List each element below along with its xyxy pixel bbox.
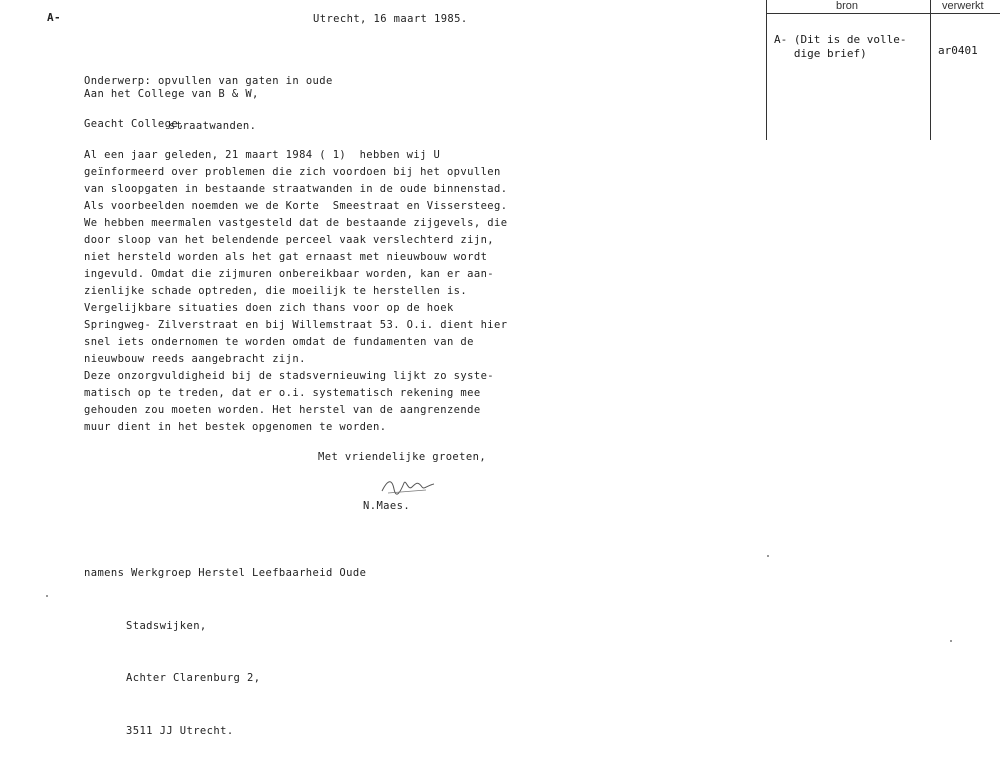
column-header-bron: bron bbox=[836, 0, 859, 12]
body-line: muur dient in het bestek opgenomen te worden. bbox=[84, 421, 387, 433]
body-line: niet hersteld worden als het gat ernaast met nieuwbouw wordt bbox=[84, 251, 488, 263]
body-line: Deze onzorgvuldigheid bij de stadsvernieuwing lijkt zo syste- bbox=[84, 370, 495, 382]
signature-icon bbox=[378, 475, 438, 497]
body-line: van sloopgaten in bestaande straatwanden in de oude binnenstad. bbox=[84, 183, 508, 195]
subject-label: Onderwerp: bbox=[84, 75, 152, 87]
scan-speck bbox=[950, 640, 952, 642]
column-header-verwerkt: verwerkt bbox=[942, 0, 984, 12]
addressee: Aan het College van B & W, bbox=[84, 88, 259, 100]
sender-line-4: 3511 JJ Utrecht. bbox=[126, 724, 234, 737]
body-line: nieuwbouw reeds aangebracht zijn. bbox=[84, 353, 306, 365]
subject-line-2: straatwanden. bbox=[169, 120, 257, 132]
body-line: Springweg- Zilverstraat en bij Willemstraat 53. O.i. dient hier bbox=[84, 319, 508, 331]
scan-speck bbox=[767, 555, 769, 557]
table-header-rule bbox=[766, 13, 1000, 14]
body-line: door sloop van het belendende perceel vaak verslechterd zijn, bbox=[84, 234, 495, 246]
body-line: matisch op te treden, dat er o.i. systematisch rekening mee bbox=[84, 387, 481, 399]
body-line: ingevuld. Omdat die zijmuren onbereikbaar worden, kan er aan- bbox=[84, 268, 495, 280]
bron-cell-line-2: dige brief) bbox=[774, 47, 867, 60]
sender-line-3: Achter Clarenburg 2, bbox=[126, 672, 261, 684]
sender-line-1: namens Werkgroep Herstel Leefbaarheid Oude bbox=[84, 567, 367, 579]
subject-line-1: opvullen van gaten in oude bbox=[157, 75, 333, 87]
salutation: Geacht College, bbox=[84, 118, 185, 130]
scan-speck bbox=[46, 595, 48, 597]
bron-cell-line-1: A- (Dit is de volle- bbox=[774, 33, 907, 46]
body-line: zienlijke schade optreden, die moeilijk te herstellen is. bbox=[84, 285, 468, 297]
bron-cell bbox=[774, 33, 906, 61]
table-column-divider bbox=[930, 0, 931, 140]
body-line: geïnformeerd over problemen die zich voordoen bij het opvullen bbox=[84, 166, 501, 178]
body-line: snel iets ondernomen te worden omdat de fundamenten van de bbox=[84, 336, 474, 348]
body-line: Al een jaar geleden, 21 maart 1984 ( 1) hebben wij U bbox=[84, 149, 441, 161]
body-line: Als voorbeelden noemden we de Korte Smeestraat en Vissersteeg. bbox=[84, 200, 508, 212]
subject-block bbox=[84, 44, 333, 164]
closing: Met vriendelijke groeten, bbox=[318, 451, 487, 463]
corner-mark: A- bbox=[47, 11, 62, 24]
body-line: Vergelijkbare situaties doen zich thans voor op de hoek bbox=[84, 302, 454, 314]
body-line: We hebben meermalen vastgesteld dat de bestaande zijgevels, die bbox=[84, 217, 508, 229]
body-line: gehouden zou moeten worden. Het herstel van de aangrenzende bbox=[84, 404, 481, 416]
table-border-left bbox=[766, 0, 767, 140]
sender-line-2: Stadswijken, bbox=[126, 619, 207, 632]
signer-name: N.Maes. bbox=[363, 500, 411, 512]
sender-block bbox=[84, 530, 366, 775]
archive-table bbox=[766, 0, 1000, 140]
letter-date: Utrecht, 16 maart 1985. bbox=[313, 13, 468, 25]
verwerkt-cell: ar0401 bbox=[938, 44, 978, 57]
letter-body bbox=[84, 147, 507, 436]
